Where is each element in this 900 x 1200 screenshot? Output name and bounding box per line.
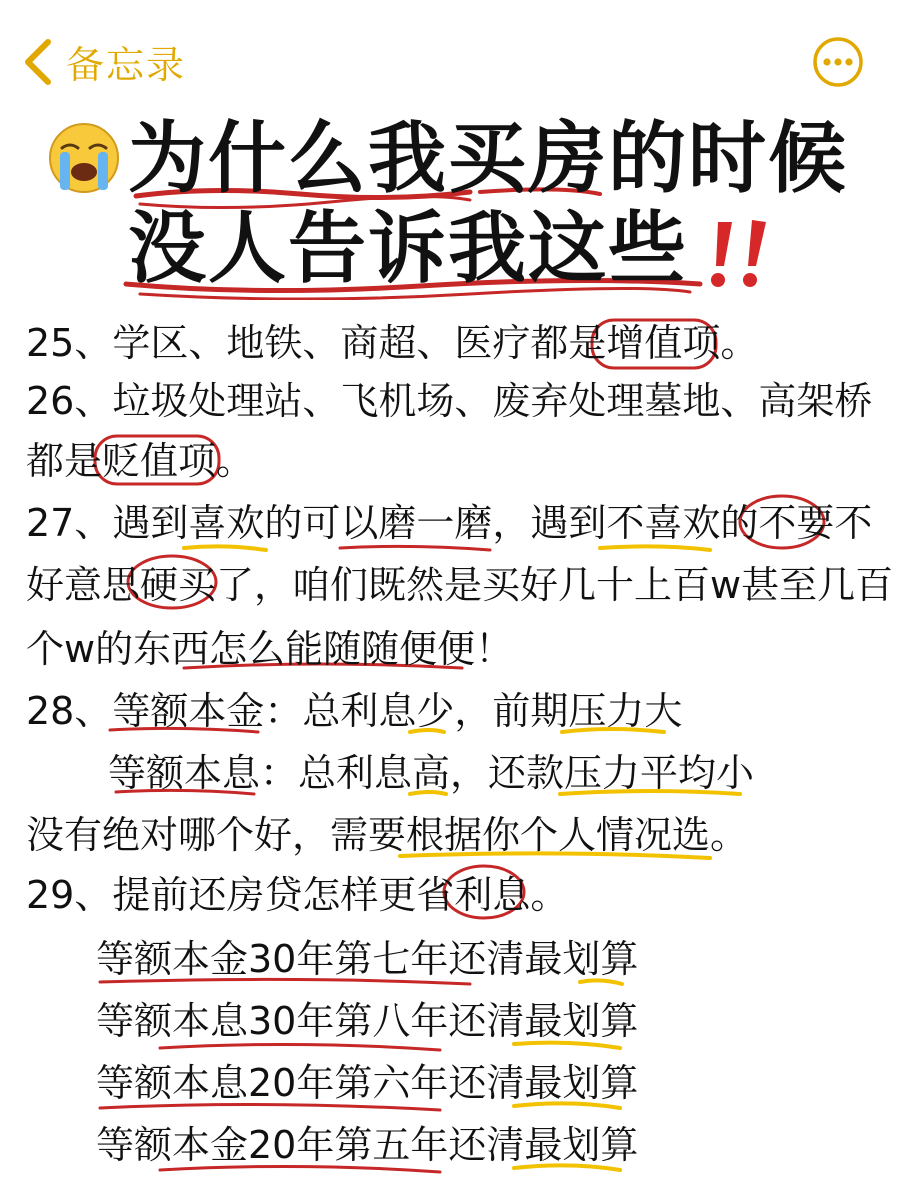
note-line-28a: 28、等额本金：总利息少，前期压力大: [26, 689, 683, 733]
note-line-28c: 没有绝对哪个好，需要根据你个人情况选。: [26, 813, 749, 857]
title-line-2: 没人告诉我这些: [128, 204, 689, 294]
note-line-29-item-4: 等额本金20年第五年还清最划算: [96, 1123, 639, 1167]
note-line-29: 29、提前还房贷怎样更省利息。: [26, 873, 569, 917]
title-line-1: 为什么我买房的时候: [128, 114, 849, 204]
note-line-28b: 等额本息：总利息高，还款压力平均小: [108, 751, 755, 795]
back-button[interactable]: [16, 34, 186, 89]
note-line-27b: 好意思硬买了，咱们既然是买好几十上百w甚至几百: [26, 563, 894, 607]
note-line-27c: 个w的东西怎么能随随便便！: [26, 627, 514, 671]
note-title: [0, 100, 900, 300]
back-label: 备忘录: [66, 43, 187, 87]
double-exclamation-icon: [698, 216, 778, 292]
note-line-29-item-1: 等额本金30年第七年还清最划算: [96, 937, 639, 981]
note-line-26a: 26、垃圾处理站、飞机场、废弃处理墓地、高架桥: [26, 379, 873, 423]
ellipsis-circle-icon[interactable]: [812, 36, 864, 88]
chevron-left-icon: [16, 36, 60, 88]
note-line-29-item-3: 等额本息20年第六年还清最划算: [96, 1061, 639, 1105]
note-line-25: 25、学区、地铁、商超、医疗都是增值项。: [26, 321, 759, 365]
note-line-26b: 都是贬值项。: [26, 439, 255, 483]
loudly-crying-face-icon: [46, 120, 122, 196]
nav-bar: [0, 0, 900, 110]
note-line-27a: 27、遇到喜欢的可以磨一磨，遇到不喜欢的不要不: [26, 501, 873, 545]
note-line-29-item-2: 等额本息30年第八年还清最划算: [96, 999, 639, 1043]
